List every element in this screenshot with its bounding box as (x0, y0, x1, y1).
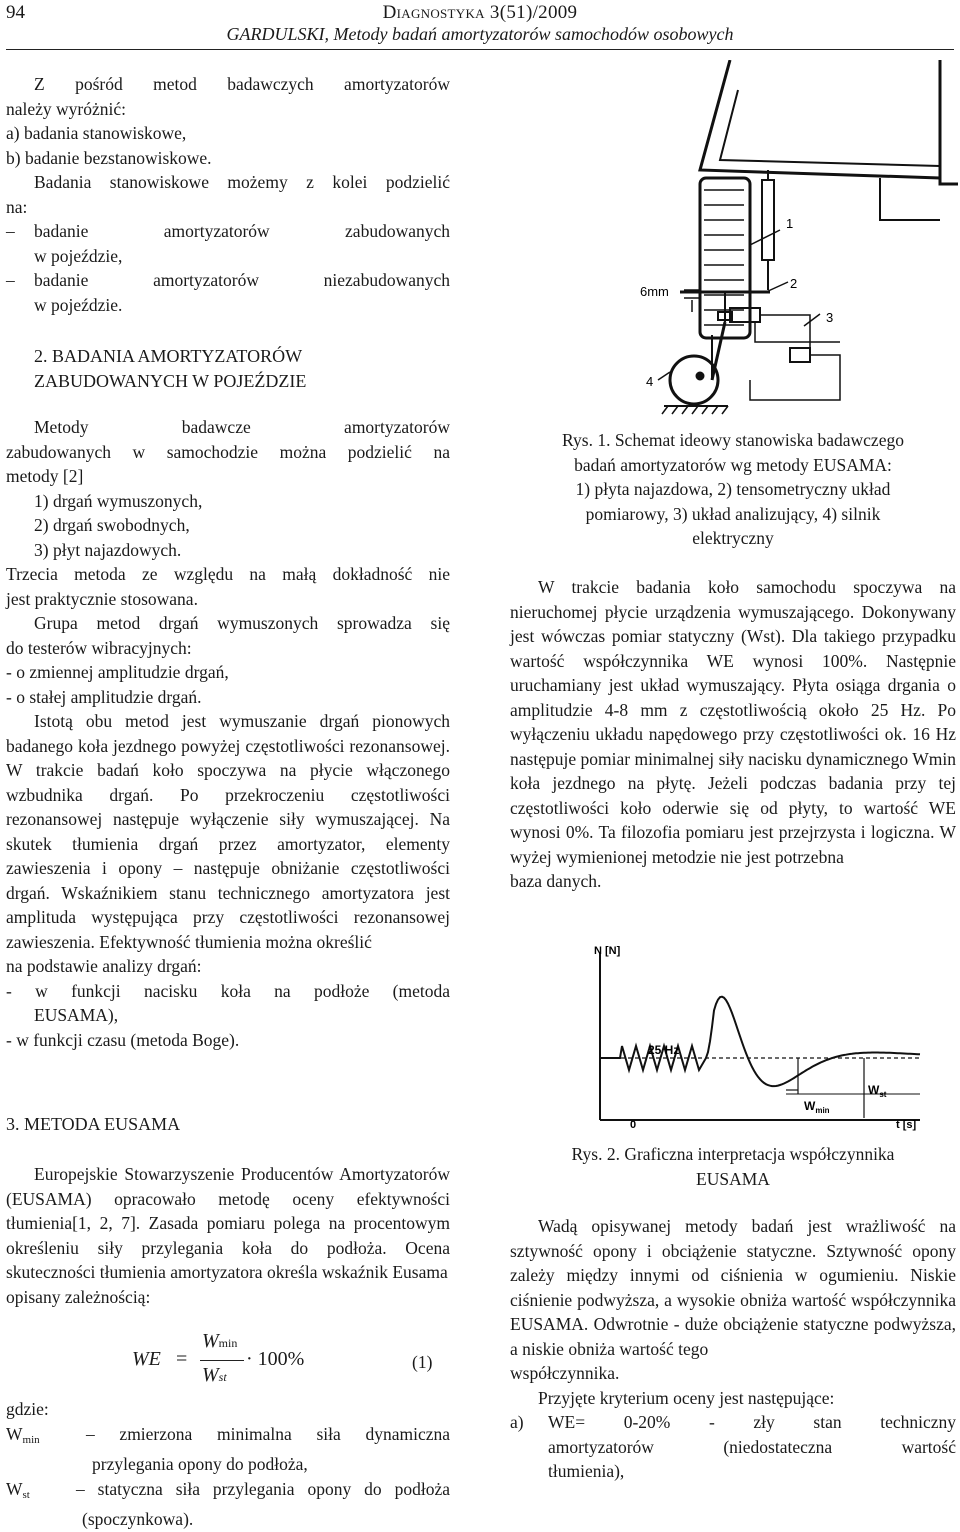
criterion-a-text: WE= 0-20% - zły stan techniczny (548, 1412, 956, 1432)
method-item-2: 2) drgań swobodnych, (34, 515, 190, 535)
section-2-heading-line-2: ZABUDOWANYCH W POJEŹDZIE (34, 371, 307, 391)
page-number: 94 (6, 2, 25, 23)
gdzie-label: gdzie: (6, 1399, 49, 1419)
wmin-definition: – zmierzona minimalna siła dynamiczna (86, 1423, 450, 1444)
wmin-label-subscript: min (815, 1106, 830, 1115)
dash-item-2-cont: w pojeździe. (34, 294, 123, 315)
definition-wmin (6, 1422, 450, 1453)
equation-equals: = (176, 1348, 188, 1370)
criterion-a (510, 1410, 956, 1435)
equation-denominator (202, 1364, 227, 1387)
paragraph-line: - o zmiennej amplitudzie drgań, (6, 662, 229, 682)
journal-name: Diagnostyka (382, 2, 485, 23)
equation-numerator (202, 1330, 237, 1353)
wst-label (868, 1083, 887, 1099)
wmin-symbol (6, 1422, 86, 1453)
left-column (6, 72, 450, 317)
section-2-heading (6, 344, 450, 394)
denominator-subscript: st (218, 1370, 227, 1384)
figure-2-caption (510, 1142, 956, 1191)
wst-label-subscript: st (879, 1090, 887, 1099)
paragraph-line: baza danych. (510, 871, 602, 891)
wst-definition: – statyczna siła przylegania opony do podłoża (76, 1478, 450, 1499)
dash-item-1 (6, 219, 450, 244)
figure-2-plot (590, 942, 930, 1132)
dash-mark: – (6, 221, 15, 241)
paragraph-istota: Istotą obu metod jest wymuszanie drgań pionowych badanego koła jezdnego powyżej częstotliwości rezonansowej. W trakcie badań koło spoczywa na płycie włączonego wzbudnika drgań. Po przekroczeniu częstotliwości rezonansowej następuje wyłączenie siły wymuszającej. Na skutek tłumienia drgań przez amortyzator, elementy zawieszenia i opony – następuje obniżanie częstotliwości drgań. Wskaźnikiem stanu technicznego amortyzatora jest amplituda występująca przy częstotliwości rezonansowej zawieszenia. Efektywność tłumienia można określić (6, 711, 450, 952)
criterion-a-cont-2: tłumienia), (548, 1461, 625, 1481)
caption-line: elektryczny (692, 528, 774, 548)
criteria-intro: Przyjęte kryterium oceny jest następujące: (538, 1387, 835, 1408)
fig1-label-3: 3 (826, 310, 834, 325)
symbol-definitions (6, 1397, 450, 1532)
caption-line: pomiarowy, 3) układ analizujący, 4) silnik (585, 503, 881, 524)
caption-line: 1) płyta najazdowa, 2) tensometryczny układ (575, 479, 891, 499)
criterion-a-cont: amortyzatorów (niedostateczna wartość (548, 1436, 956, 1457)
numerator-subscript: min (218, 1336, 238, 1350)
definition-wst (6, 1477, 450, 1508)
paragraph-line: opisany zależnością: (6, 1286, 151, 1307)
paragraph-line: jest praktycznie stosowana. (6, 588, 198, 609)
list-item-b: b) badanie bezstanowiskowe. (6, 147, 212, 168)
running-title: GARDULSKI, Metody badań amortyzatorów samochodów osobowych (226, 24, 734, 44)
method-item-1: 1) drgań wymuszonych, (34, 490, 203, 511)
section-2-heading-line-1: 2. BADANIA AMORTYZATORÓW (34, 346, 303, 366)
caption-line: badań amortyzatorów wg metody EUSAMA: (574, 454, 892, 475)
dash-item-2-text: badanie amortyzatorów niezabudowanych (34, 270, 450, 290)
wmin-label (804, 1099, 830, 1115)
caption-line: EUSAMA (696, 1168, 770, 1189)
intro-line-1: Z pośród metod badawczych amortyzatorów (34, 74, 450, 94)
wst-symbol (6, 1477, 76, 1508)
signal-curve (600, 997, 920, 1086)
paragraph-line: - o stałej amplitudzie drgań. (6, 686, 202, 707)
dash-mark: – (6, 270, 15, 290)
y-axis-label: N [N] (594, 945, 621, 957)
dash-item-2 (6, 268, 450, 293)
stanowiskowe-line-1: Badania stanowiskowe możemy z kolei podzielić (34, 172, 450, 192)
analysis-item-1-cont: EUSAMA), (34, 1005, 119, 1025)
analysis-item-1: - w funkcji nacisku koła na podłoże (metoda (6, 980, 450, 1001)
fig1-label-4: 4 (646, 374, 654, 389)
wst-subscript: st (22, 1488, 30, 1501)
stanowiskowe-line-2: na: (6, 196, 28, 217)
wmin-subscript: min (22, 1433, 40, 1446)
paragraph-line: Trzecia metoda ze względu na małą dokładność nie (6, 564, 450, 584)
wmin-definition-cont: przylegania opony do podłoża, (92, 1454, 308, 1474)
paragraph-disadvantage: Wadą opisywanej metody badań jest wrażliwość na sztywność opony i obciążenie statyczne. Sztywność opony zależy między innymi od ciśnienia w ogumieniu. Niskie ciśnienie podwyższa, a wysokie obniża wartość współczynnika EUSAMA. Odwrotnie - duże obciążenie statyczne podwyższa, a niskie obniża wartość tego (510, 1216, 956, 1359)
analysis-item-2: - w funkcji czasu (metoda Boge). (6, 1029, 240, 1050)
shock-absorber (762, 180, 774, 260)
origin-label: 0 (630, 1119, 637, 1131)
fraction-bar (200, 1360, 244, 1361)
dash-item-1-text: badanie amortyzatorów zabudowanych (34, 221, 450, 241)
equation-lhs: WE (132, 1348, 161, 1370)
x-axis-label: t [s] (896, 1119, 917, 1131)
denominator-symbol: W (202, 1364, 219, 1386)
fig1-label-1: 1 (786, 216, 794, 231)
journal-title (0, 2, 960, 24)
caption-line: Rys. 1. Schemat ideowy stanowiska badawczego (562, 430, 904, 450)
equation-number: (1) (412, 1352, 433, 1372)
numerator-symbol: W (202, 1330, 219, 1352)
paragraph-procedure: W trakcie badania koło samochodu spoczywa na nieruchomej płycie urządzenia wymuszającego. Dokonywany jest wówczas pomiar statyczny (Wst). Dla takiego przypadku wartość współczynnika WE wynosi 100%. Następnie uruchamiany jest układ wymuszający. Płyta osiąga drgania o amplitudzie 4-8 mm z częstotliwością około 25 Hz. Po wyłączeniu układu napędowego przy częstotliwości ok. 16 Hz następuje pomiar minimalnej siły nacisku dynamicznego Wmin koła jezdnego na płytę. Jeżeli podczas badania przy tej częstotliwości koło oderwie się od płyty, to wartość WE wynosi 0%. Ta filozofia pomiaru jest przejrzysta i logiczna. W wyżej wymienionej metodzie nie jest potrzebna (510, 577, 956, 867)
right-paragraph-1 (510, 575, 956, 894)
wmin-letter: W (6, 1423, 23, 1444)
dash-item-1-cont: w pojeździe, (34, 245, 123, 266)
list-item-a: a) badania stanowiskowe, (6, 123, 187, 143)
fig1-label-2: 2 (790, 276, 798, 291)
paragraph-eusama: Europejskie Stowarzyszenie Producentów Amortyzatorów (EUSAMA) opracowało metodę oceny efektywności tłumienia[1, 2, 7]. Zasada pomiaru polega na procentowym określeniu siły przylegania koła do podłoża. Ocena skuteczności tłumienia amortyzatora określa wskaźnik Eusama (6, 1164, 450, 1282)
frequency-label: 25 Hz (648, 1043, 680, 1057)
motor-wheel (670, 356, 718, 404)
right-paragraph-2 (510, 1214, 956, 1484)
section-2-body (6, 415, 450, 1052)
wst-letter: W (6, 1478, 23, 1499)
paragraph-line: na podstawie analizy drgań: (6, 956, 202, 976)
intro-line-2: należy wyróżnić: (6, 98, 127, 119)
journal-issue: 3(51)/2009 (484, 2, 578, 23)
fig1-label-6mm: 6mm (640, 284, 669, 299)
paragraph-line: metody [2] (6, 466, 84, 486)
figure-1-caption (510, 428, 956, 551)
caption-line: Rys. 2. Graficzna interpretacja współczynnika (571, 1144, 895, 1164)
paragraph-line: Metody badawcze amortyzatorów (34, 417, 450, 437)
section-3-body (6, 1162, 450, 1309)
wst-label-letter: W (868, 1083, 880, 1097)
section-3-heading: 3. METODA EUSAMA (6, 1114, 181, 1134)
equation-multiplier: · 100% (246, 1348, 305, 1370)
wmin-label-letter: W (804, 1099, 816, 1113)
header-divider (6, 49, 954, 50)
criterion-a-marker: a) (510, 1412, 524, 1432)
figure-1-schematic (640, 60, 960, 424)
paragraph-line: zabudowanych w samochodzie można podzielić na (6, 441, 450, 462)
paragraph-line: do testerów wibracyjnych: (6, 637, 192, 658)
paragraph-line: Grupa metod drgań wymuszonych sprowadza się (34, 613, 450, 633)
paragraph-line: współczynnika. (510, 1363, 620, 1383)
method-item-3: 3) płyt najazdowych. (34, 539, 182, 560)
wst-definition-cont: (spoczynkowa). (82, 1509, 194, 1529)
